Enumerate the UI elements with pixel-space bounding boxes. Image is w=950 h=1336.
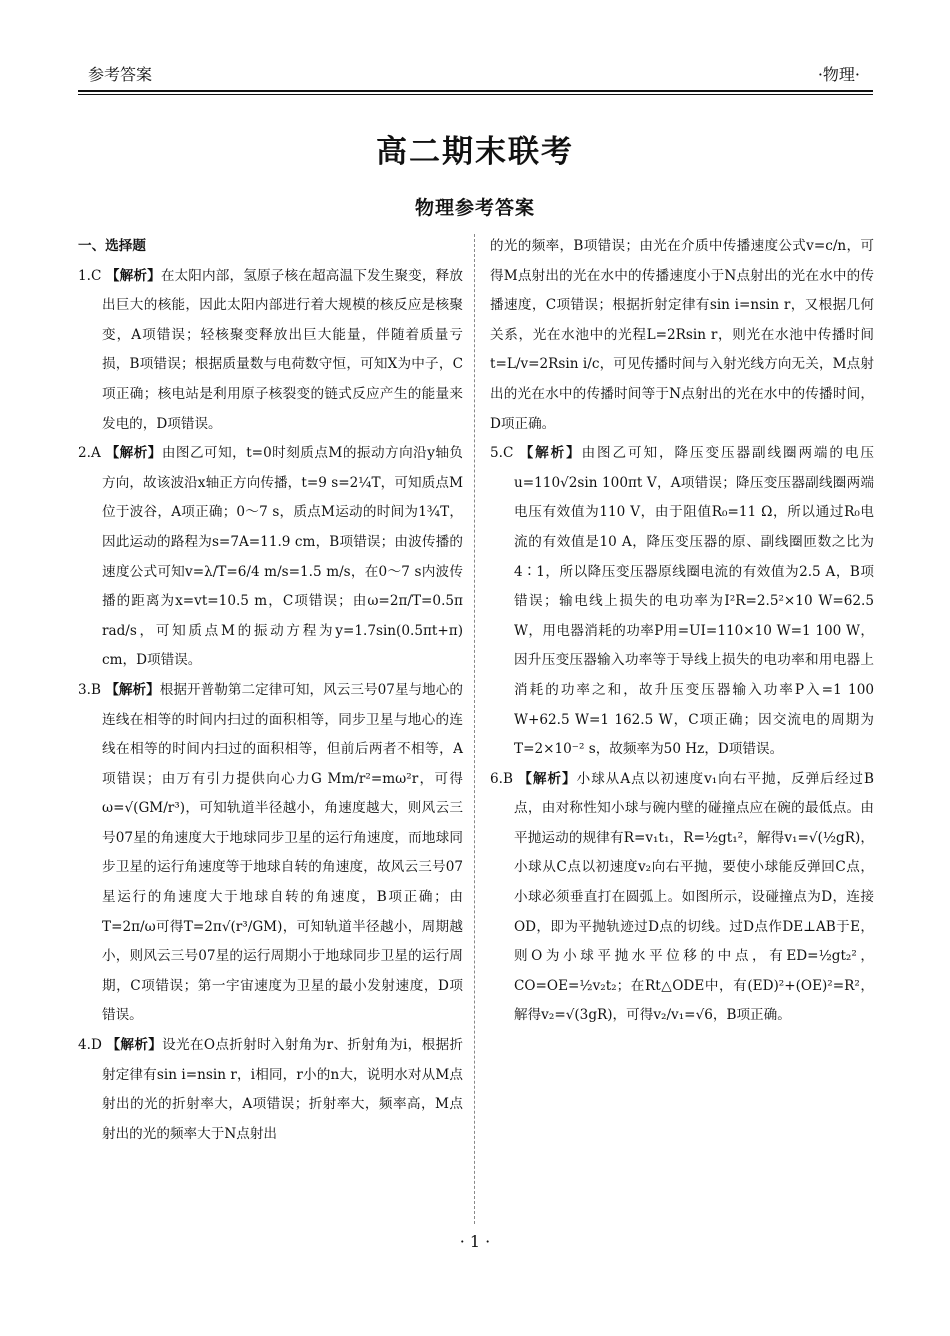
header-left-label: 参考答案 [88, 65, 153, 84]
answer-item: 3.B 【解析】根据开普勒第二定律可知，风云三号07星与地心的连线在相等的时间内扫过的面积相等，同步卫星与地心的连线在相等的时间内扫过的面积相等，但前后两者不相等，A项错误；由万有引力提供向心力G Mm/r²=mω²r，可得ω=√(GM/r³)，可知轨道半径越小，角速度越大，则风云三号07星的角速度大于地球同步卫星的运行角速度，而地球同步卫星的运行角速度等于地球自转的角速度，故风云三号07星运行的角速度大于地球自转的角速度，B项正确；由T=2π/ω可得T=2π√(r³/GM)，可知轨道半径越小，周期越小，则风云三号07星的运行周期小于地球同步卫星的运行周期，C项错误；第一宇宙速度为卫星的最小发射速度，D项错误。 [78, 681, 464, 1024]
header-subject-label: ·物理· [817, 65, 860, 84]
column-divider [474, 234, 475, 1224]
answer-item: 2.A 【解析】由图乙可知，t=0时刻质点M的振动方向沿y轴负方向，故该波沿x轴正方向传播，t=9 s=2¼T，可知质点M位于波谷，A项正确；0～7 s，质点M运动的时间为1¾T，因此运动的路程为s=7A=11.9 cm，B项错误；由波传播的速度公式可知v=λ/T=6/4 m/s=1.5 m/s，在0～7 s内波传播的距离为x=vt=10.5 m，C项错误；由ω=2π/T=0.5π rad/s，可知质点M的振动方程为y=1.7sin(0.5πt+π) cm，D项错误。 [78, 445, 463, 669]
header-rule-thin [78, 94, 873, 95]
left-column [78, 232, 463, 1149]
header-rule [78, 90, 873, 92]
answer-item: 4.D 【解析】设光在O点折射时入射角为r、折射角为i，根据折射定律有sin i=nsin r，i相同，r小的n大，说明水对从M点射出的光的折射率大，A项错误；折射率大，频率高，M点射出的光的频率大于N点射出 [78, 1037, 463, 1142]
answer-item: 5.C 【解析】由图乙可知，降压变压器副线圈两端的电压u=110√2sin 100πt V，A项错误；降压变压器副线圈两端电压有效值为110 V，由于阻值R₀=11 Ω，所以通过R₀电流的有效值是10 A，降压变压器的原、副线圈匝数之比为4∶1，所以降压变压器原线圈电流的有效值为2.5 A，B项错误；输电线上损失的电功率为I²R=2.5²×10 W=62.5 W，用电器消耗的功率P用=UI=110×10 W=1 100 W，因升压变压器输入功率等于导线上损失的电功率和用电器上消耗的功率之和，故升压变压器输入功率P入=1 100 W+62.5 W=1 162.5 W，C项正确；因交流电的周期为T=2×10⁻² s，故频率为50 Hz，D项错误。 [490, 445, 874, 758]
page-subtitle: 物理参考答案 [414, 197, 535, 219]
answer-item: 6.B 【解析】小球从A点以初速度v₁向右平抛，反弹后经过B点，由对称性知小球与碗内壁的碰撞点应在碗的最低点。由平抛运动的规律有R=v₁t₁，R=½gt₁²，解得v₁=√(½gR)，小球从C点以初速度v₂向右平抛，要使小球能反弹回C点，小球必须垂直打在圆弧上。如图所示，设碰撞点为D，连接OD，即为平抛轨迹过D点的切线。过D点作DE⊥AB于E，则O为小球平抛水平位移的中点，有ED=½gt₂²，CO=OE=½v₂t₂；在Rt△ODE中，有(ED)²+(OE)²=R²，解得v₂=√(3gR)，可得v₂/v₁=√6，B项正确。 [490, 770, 874, 1024]
page-title: 高二期末联考 [376, 134, 574, 170]
answer-item: 1.C 【解析】在太阳内部，氢原子核在超高温下发生聚变，释放出巨大的核能，因此太阳内部进行着大规模的核反应是核聚变，A项错误；轻核聚变释放出巨大能量，伴随着质量亏损，B项错误；根据质量数与电荷数守恒，可知X为中子，C项正确；核电站是利用原子核裂变的链式反应产生的能量来发电的，D项错误。 [78, 267, 464, 432]
right-column [490, 232, 874, 1031]
page-number: · 1 · [459, 1232, 491, 1251]
section-heading: 一、选择题 [78, 238, 146, 254]
answer-continuation: 的光的频率，B项错误；由光在介质中传播速度公式v=c/n，可得M点射出的光在水中的传播速度小于N点射出的光在水中的传播速度，C项错误；根据折射定律有sin i=nsin r，又根据几何关系，光在水池中的光程L=2Rsin r，则光在水池中传播时间t=L/v=2Rsin i/c，可见传播时间与入射光线方向无关，M点射出的光在水中的传播时间等于N点射出的光在水中的传播时间，D项正确。 [490, 238, 874, 432]
